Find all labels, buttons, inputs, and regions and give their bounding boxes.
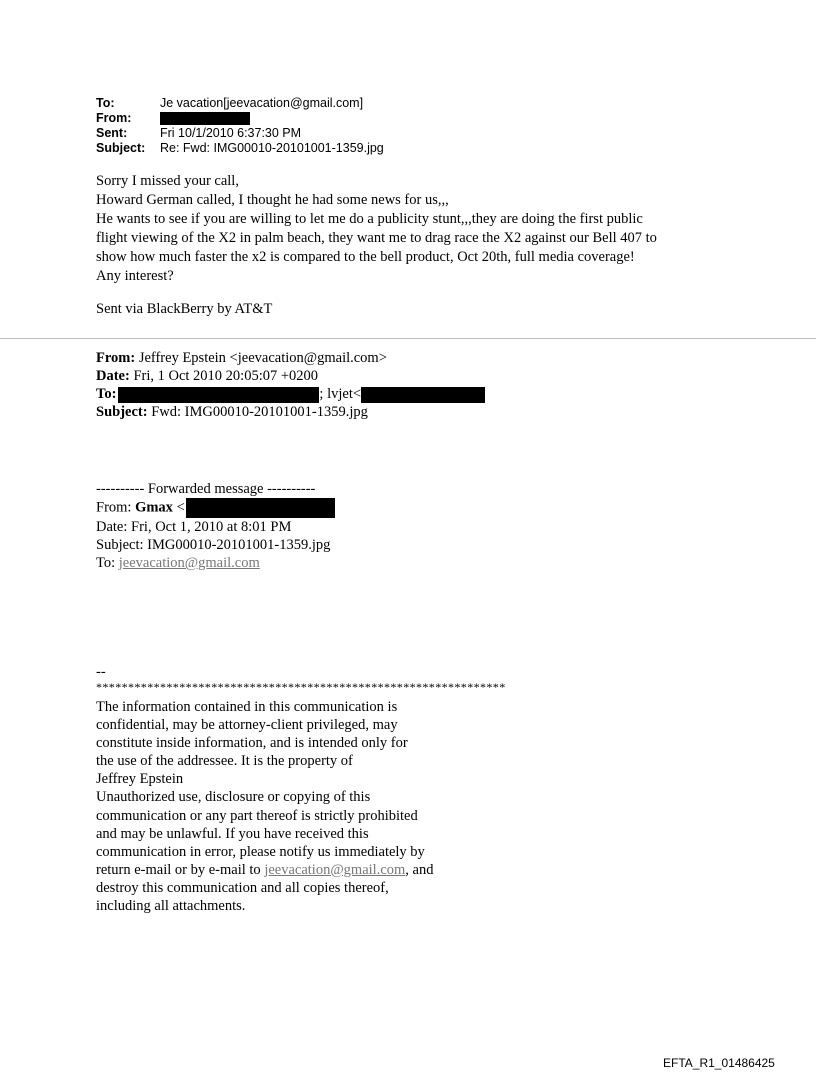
disclaimer-line: Jeffrey Epstein xyxy=(96,771,184,788)
disclaimer-line: and may be unlawful. If you have received this xyxy=(96,825,369,842)
quoted-to-label: To: xyxy=(96,386,117,402)
subject-label: Subject: xyxy=(96,141,146,155)
forwarded-from-row xyxy=(96,498,335,518)
quoted-from-row xyxy=(96,349,485,367)
disclaimer-line: The information contained in this communication is xyxy=(96,699,398,715)
quoted-to-mid: ; lvjet< xyxy=(319,386,362,402)
disclaimer-text: , and xyxy=(405,861,434,878)
stars-separator: **************************************************************** xyxy=(96,680,506,694)
header-to-row xyxy=(96,96,384,111)
forwarded-divider: ---------- Forwarded message ---------- xyxy=(96,481,316,497)
forwarded-to-row xyxy=(96,554,335,572)
body-line: Any interest? xyxy=(96,268,174,284)
forwarded-message xyxy=(96,480,335,572)
divider xyxy=(0,338,816,339)
redaction-box xyxy=(361,387,485,403)
disclaimer-text: return e-mail or by e-mail to xyxy=(96,861,265,878)
body-line: show how much faster the x2 is compared to the bell product, Oct 20th, full media coverage! xyxy=(96,249,635,265)
email-header xyxy=(96,96,384,156)
disclaimer-email-link[interactable]: jeevacation@gmail.com xyxy=(264,861,406,878)
disclaimer-line: communication in error, please notify us immediately by xyxy=(96,843,425,860)
signature: Sent via BlackBerry by AT&T xyxy=(96,301,273,317)
quoted-to-row xyxy=(96,385,485,403)
disclaimer-line: the use of the addressee. It is the property of xyxy=(96,753,353,770)
quoted-header xyxy=(96,349,485,421)
body-line: Sorry I missed your call, xyxy=(96,173,239,189)
disclaimer-line: communication or any part thereof is strictly prohibited xyxy=(96,807,418,824)
header-sent-row xyxy=(96,126,384,141)
body-line: Howard German called, I thought he had some news for us,,, xyxy=(96,192,449,208)
sent-label: Sent: xyxy=(96,126,128,140)
signature-dashes: -- xyxy=(96,664,106,680)
forwarded-to-prefix: To: xyxy=(96,555,119,571)
forwarded-subject: Subject: IMG00010-20101001-1359.jpg xyxy=(96,537,331,553)
quoted-from-label: From: xyxy=(96,350,136,366)
forwarded-from-prefix: From: xyxy=(96,499,136,516)
from-label: From: xyxy=(96,111,132,125)
body-line: He wants to see if you are willing to let me do a publicity stunt,,,they are doing the first public xyxy=(96,211,643,227)
quoted-date-row xyxy=(96,367,485,385)
subject-value: Re: Fwd: IMG00010-20101001-1359.jpg xyxy=(160,141,384,155)
forwarded-date: Date: Fri, Oct 1, 2010 at 8:01 PM xyxy=(96,519,292,535)
quoted-date-value: Fri, 1 Oct 2010 20:05:07 +0200 xyxy=(129,368,319,384)
forwarded-from-name: Gmax xyxy=(135,499,173,516)
disclaimer-line: Unauthorized use, disclosure or copying of this xyxy=(96,789,371,806)
to-label: To: xyxy=(96,96,115,110)
message-body xyxy=(96,172,756,286)
disclaimer-line: constitute inside information, and is intended only for xyxy=(96,735,408,752)
quoted-subject-row xyxy=(96,403,485,421)
redaction-box xyxy=(160,112,250,125)
quoted-from-value: Jeffrey Epstein <jeevacation@gmail.com> xyxy=(135,350,387,366)
forwarded-to-link[interactable]: jeevacation@gmail.com xyxy=(118,555,260,571)
disclaimer-line: including all attachments. xyxy=(96,898,246,915)
forwarded-from-suffix: < xyxy=(172,499,185,516)
document-id: EFTA_R1_01486425 xyxy=(663,1056,775,1070)
redaction-box xyxy=(118,387,319,403)
confidentiality-disclaimer xyxy=(96,698,496,915)
header-subject-row xyxy=(96,141,384,156)
quoted-subject-value: Fwd: IMG00010-20101001-1359.jpg xyxy=(147,404,368,420)
to-value: Je vacation[jeevacation@gmail.com] xyxy=(160,96,364,110)
quoted-subject-label: Subject: xyxy=(96,404,148,420)
body-line: flight viewing of the X2 in palm beach, they want me to drag race the X2 against our Bell 407 to xyxy=(96,230,657,246)
header-from-row xyxy=(96,111,384,126)
quoted-date-label: Date: xyxy=(96,368,130,384)
disclaimer-line: destroy this communication and all copies thereof, xyxy=(96,879,389,896)
sent-value: Fri 10/1/2010 6:37:30 PM xyxy=(160,126,302,140)
disclaimer-line xyxy=(96,861,496,879)
redaction-box xyxy=(186,498,335,518)
disclaimer-line: confidential, may be attorney-client privileged, may xyxy=(96,717,398,734)
